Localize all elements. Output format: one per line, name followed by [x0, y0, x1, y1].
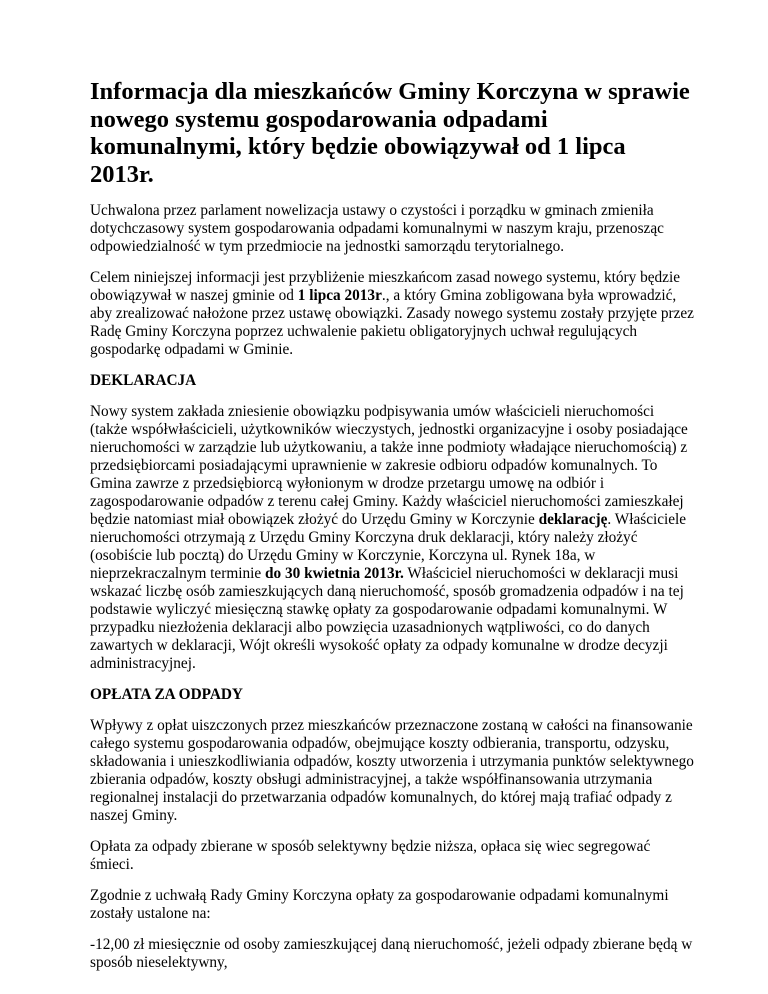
fee-paragraph-3: Zgodnie z uchwałą Rady Gminy Korczyna opłaty za gospodarowanie odpadami komunalnymi zostały ustalone na: [90, 887, 669, 922]
fee-paragraph-1: Wpływy z opłat uiszczonych przez mieszkańców przeznaczone zostaną w całości na finansowanie całego systemu gospodarowania odpadów, obejmujące koszty odbierania, transportu, odzysku, składowania i unieszkodliwiania odpadów, koszty utworzenia i utrzymania punktów selektywnego zbierania odpadów, koszty obsługi administracyjnej, a także współfinansowania utrzymania regionalnej instalacji do przetwarzania odpadów komunalnych, do której mają trafiać odpady z naszej Gminy. [90, 717, 694, 824]
purpose-paragraph [90, 269, 694, 359]
purpose-text-2: ., a który Gmina zobligowana była wprowadzić, aby zrealizować nałożone przez ustawę obowiązki. Zasady nowego systemu zostały przyjęte przez Radę Gminy Korczyna poprzez uchwalenie pakietu obligatoryjnych uchwał regulujących gospodarkę odpadami w Gminie. [90, 287, 694, 358]
purpose-text-1: Celem niniejszej informacji jest przybliżenie mieszkańcom zasad nowego systemu, który będzie obowiązywał w naszej gminie od [90, 269, 681, 304]
declaration-text-2: . Właściciele nieruchomości otrzymają z Urzędu Gminy Korczyna druk deklaracji, który należy złożyć (osobiście lub pocztą) do Urzędu Gminy w Korczynie, Korczyna ul. Rynek 18a, w nieprzekraczalnym terminie [90, 511, 687, 582]
declaration-deadline-bold: do 30 kwietnia 2013r. [264, 565, 404, 582]
fee-heading: OPŁATA ZA ODPADY [90, 686, 243, 703]
declaration-word-bold: deklarację [538, 511, 608, 528]
fee-paragraph-2: Opłata za odpady zbierane w sposób selektywny będzie niższa, opłaca się wiec segregować śmieci. [90, 838, 651, 873]
fee-paragraph-4: -12,00 zł miesięcznie od osoby zamieszkującej daną nieruchomość, jeżeli odpady zbierane będą w sposób nieselektywny, [90, 936, 693, 971]
declaration-heading: DEKLARACJA [90, 372, 197, 389]
declaration-paragraph [90, 403, 694, 673]
document-title: Informacja dla mieszkańców Gminy Korczyna w sprawie nowego systemu gospodarowania odpadami komunalnymi, który będzie obowiązywał od 1 lipca 2013r. [90, 78, 690, 188]
purpose-date-bold: 1 lipca 2013r [297, 287, 382, 304]
declaration-text-3: Właściciel nieruchomości w deklaracji musi wskazać liczbę osób zamieszkujących daną nieruchomość, sposób gromadzenia odpadów i na tej podstawie wyliczyć miesięczną stawkę opłaty za gospodarowanie odpadami komunalnymi. W przypadku niezłożenia deklaracji albo powzięcia uzasadnionych wątpliwości, co do danych zawartych w deklaracji, Wójt określi wysokość opłaty za odpady komunalne w drodze decyzji administracyjnej. [90, 565, 684, 672]
intro-paragraph: Uchwalona przez parlament nowelizacja ustawy o czystości i porządku w gminach zmieniła dotychczasowy system gospodarowania odpadami komunalnymi w naszym kraju, przenosząc odpowiedzialność w tym przedmiocie na jednostki samorządu terytorialnego. [90, 202, 664, 255]
document-page [90, 78, 694, 985]
declaration-text-1: Nowy system zakłada zniesienie obowiązku podpisywania umów właścicieli nieruchomości (także współwłaścicieli, użytkowników wieczystych, jednostki organizacyjne i osoby posiadające nieruchomości w zarządzie lub użytkowaniu, a także inne podmioty władające nieruchomością) z przedsiębiorcami posiadającymi uprawnienie w zakresie odbioru odpadów komunalnych. To Gmina zawrze z przedsiębiorcą wyłonionym w drodze przetargu umowę na odbiór i zagospodarowanie odpadów z terenu całej Gminy. Każdy właściciel nieruchomości zamieszkałej będzie natomiast miał obowiązek złożyć do Urzędu Gminy w Korczynie [90, 403, 688, 528]
